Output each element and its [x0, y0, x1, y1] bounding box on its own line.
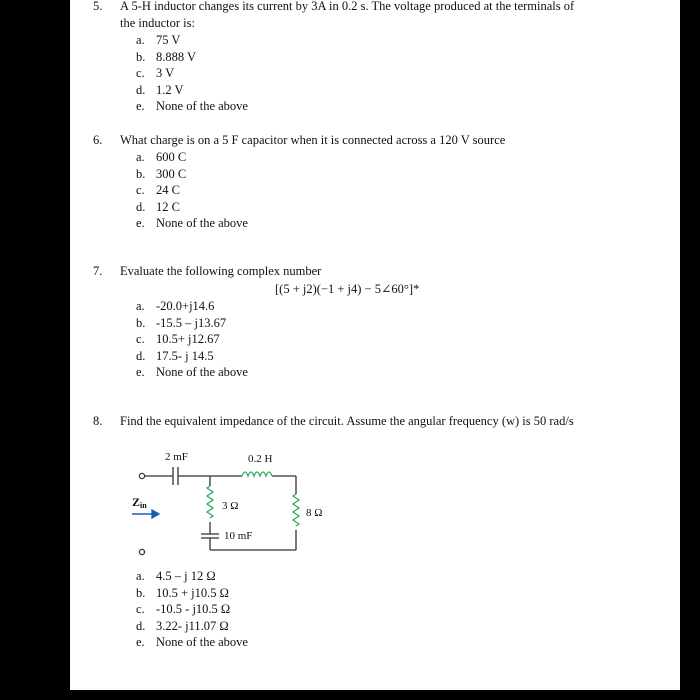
capacitor-10mf-label: 10 mF	[224, 530, 253, 542]
answer-option-d: d. 12 C	[136, 199, 180, 214]
answer-options	[136, 149, 248, 232]
question-number: 5.	[93, 0, 103, 13]
answer-option-b: b. 300 C	[136, 166, 187, 181]
answer-option-c: c. 3 V	[136, 66, 175, 80]
question-stem-line: the inductor is:	[120, 16, 195, 30]
answer-option-a: a. -20.0+j14.6	[136, 299, 215, 313]
input-terminal-bottom	[139, 549, 144, 554]
answer-option-d: d. 1.2 V	[136, 82, 184, 97]
inductor-0-2h	[242, 472, 272, 476]
resistor-3-ohm	[207, 486, 213, 518]
answer-option-c: c. 10.5+ j12.67	[136, 332, 220, 346]
complex-number-formula: [(5 + j2)(−1 + j4) − 5∠60°]*	[275, 282, 420, 296]
zin-arrowhead	[152, 510, 159, 518]
answer-option-b: b. -15.5 – j13.67	[136, 315, 227, 330]
capacitor-2mf-label: 2 mF	[165, 451, 188, 463]
answer-option-a: a. 75 V	[136, 33, 181, 47]
answer-option-c: c. 24 C	[136, 183, 180, 197]
zin-label: Zin	[132, 495, 147, 510]
question-number: 7.	[93, 264, 103, 278]
question-stem-line: What charge is on a 5 F capacitor when it is connected across a 120 V source	[120, 133, 506, 147]
answer-options	[136, 298, 248, 381]
answer-option-b: b. 10.5 + j10.5 Ω	[136, 585, 229, 600]
input-terminal-top	[139, 473, 144, 478]
resistor-3-ohm-label: 3 Ω	[222, 500, 239, 512]
capacitor-2mf	[173, 467, 178, 485]
question-stem-line: Find the equivalent impedance of the circuit. Assume the angular frequency (w) is 50 rad/s	[120, 414, 574, 428]
answer-option-e: e. None of the above	[136, 365, 248, 379]
resistor-8-ohm	[293, 494, 299, 526]
answer-option-e: e. None of the above	[136, 635, 248, 649]
answer-option-a: a. 4.5 – j 12 Ω	[136, 569, 216, 583]
question-number: 6.	[93, 133, 103, 147]
answer-options	[136, 568, 248, 651]
question-stem-line: A 5-H inductor changes its current by 3A in 0.2 s. The voltage produced at the terminals of	[120, 0, 575, 13]
circuit-diagram	[130, 446, 380, 576]
document-page	[70, 0, 680, 690]
capacitor-10mf	[201, 534, 219, 538]
question-stem-line: Evaluate the following complex number	[120, 264, 322, 278]
answer-option-b: b. 8.888 V	[136, 49, 197, 64]
answer-option-d: d. 3.22- j11.07 Ω	[136, 618, 229, 633]
answer-option-d: d. 17.5- j 14.5	[136, 348, 214, 363]
answer-options	[136, 32, 248, 115]
answer-option-e: e. None of the above	[136, 216, 248, 230]
inductor-label: 0.2 H	[248, 453, 273, 465]
answer-option-e: e. None of the above	[136, 99, 248, 113]
resistor-8-ohm-label: 8 Ω	[306, 507, 323, 519]
question-number: 8.	[93, 414, 103, 428]
answer-option-c: c. -10.5 - j10.5 Ω	[136, 602, 231, 616]
answer-option-a: a. 600 C	[136, 150, 187, 164]
